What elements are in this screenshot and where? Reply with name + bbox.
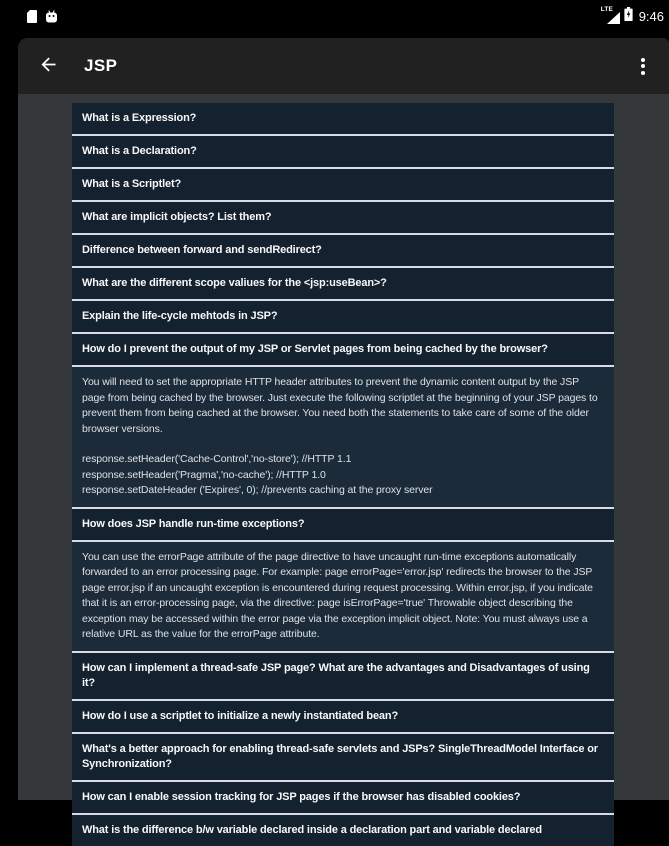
answer-row bbox=[72, 365, 614, 507]
battery-charging-icon bbox=[624, 7, 633, 26]
question-row[interactable] bbox=[72, 813, 614, 846]
question-text: Difference between forward and sendRedirect? bbox=[82, 244, 322, 256]
android-icon bbox=[45, 10, 58, 28]
question-row[interactable] bbox=[72, 200, 614, 233]
question-text: How can I enable session tracking for JSP pages if the browser has disabled cookies? bbox=[82, 790, 521, 803]
clock: 9:46 bbox=[638, 8, 664, 24]
back-button[interactable] bbox=[34, 52, 62, 80]
code-line: response.setHeader('Pragma','no-cache'); //HTTP 1.0 bbox=[82, 468, 326, 481]
status-bar-right bbox=[600, 5, 664, 25]
question-text: How do I use a scriptlet to initialize a newly instantiated bean? bbox=[82, 709, 399, 722]
code-line: response.setDateHeader ('Expires', 0); //prevents caching at the proxy server bbox=[82, 484, 433, 496]
sim-card-icon bbox=[27, 10, 37, 28]
question-row[interactable] bbox=[72, 266, 614, 299]
faq-list bbox=[72, 103, 614, 846]
status-bar bbox=[0, 0, 669, 30]
page-title: JSP bbox=[84, 56, 118, 75]
app-bar bbox=[18, 38, 669, 94]
question-row[interactable] bbox=[72, 167, 614, 200]
question-text: What is a Declaration? bbox=[82, 145, 197, 157]
question-text: What is the difference b/w variable declared inside a declaration part and variable declared bbox=[82, 823, 542, 836]
status-bar-left-icons bbox=[27, 10, 58, 28]
question-text: How does JSP handle run-time exceptions? bbox=[82, 517, 305, 530]
question-row[interactable] bbox=[72, 299, 614, 332]
answer-row bbox=[72, 540, 614, 651]
question-text: What's a better approach for enabling thread-safe servlets and JSPs? SingleThreadModel Interface or Synchronization? bbox=[82, 742, 598, 770]
question-row[interactable] bbox=[72, 103, 614, 134]
question-text: How can I implement a thread-safe JSP page? What are the advantages and Disadvantages of using it? bbox=[82, 661, 590, 689]
question-row[interactable] bbox=[72, 699, 614, 732]
question-text: What are the different scope valiues for the <jsp:useBean>? bbox=[82, 277, 387, 289]
question-text: Explain the life-cycle mehtods in JSP? bbox=[82, 310, 278, 322]
question-text: What are implicit objects? List them? bbox=[82, 211, 272, 223]
network-type-label: LTE bbox=[600, 5, 614, 13]
question-row[interactable] bbox=[72, 332, 614, 365]
overflow-menu-button[interactable] bbox=[633, 52, 653, 80]
question-text: What is a Expression? bbox=[82, 112, 197, 124]
signal-strength-icon bbox=[600, 5, 620, 24]
app-window bbox=[18, 38, 669, 836]
question-row[interactable] bbox=[72, 134, 614, 167]
question-row[interactable] bbox=[72, 651, 614, 699]
overflow-menu-icon bbox=[641, 55, 645, 77]
answer-text: You can use the errorPage attribute of the page directive to have uncaught run-time exceptions automatically forwarded to an error processing page. For example: page errorPage='error.jsp' redirects the browser to the JSP page error.jsp if an uncaught exception is encountered during request processing. Within error.jsp, if you indicate that it is an error-processing page, via the directive: page isErrorPage='true' Throwable object describing the exception may be accessed within the error page via the exception implicit object. Note: You must always use a relative URL as the value for the errorPage attribute. bbox=[82, 550, 593, 640]
code-line: response.setHeader('Cache-Control','no-store'); //HTTP 1.1 bbox=[82, 453, 352, 465]
back-icon bbox=[38, 54, 59, 78]
question-text: What is a Scriptlet? bbox=[82, 178, 182, 190]
question-text: How do I prevent the output of my JSP or Servlet pages from being cached by the browser? bbox=[82, 343, 548, 355]
answer-text: You will need to set the appropriate HTTP header attributes to prevent the dynamic content output by the JSP page from being cached by the browser. Just execute the following scriptlet at the beginning of your JSP pages to prevent them from being cached at the browser. You need both the statements to take care of some of the older browser versions. bbox=[82, 376, 598, 435]
question-row[interactable] bbox=[72, 780, 614, 813]
question-row[interactable] bbox=[72, 507, 614, 540]
content-area bbox=[18, 103, 669, 836]
question-row[interactable] bbox=[72, 732, 614, 780]
question-row[interactable] bbox=[72, 233, 614, 266]
